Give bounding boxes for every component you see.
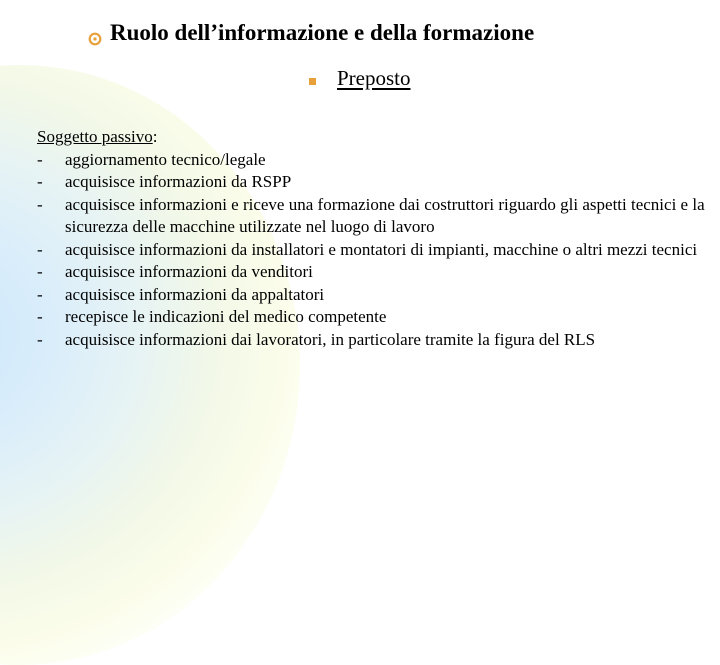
subtitle-link[interactable]: Preposto — [337, 66, 411, 90]
list-item-text: acquisisce informazioni dai lavoratori, in particolare tramite la figura del RLS — [65, 329, 596, 349]
list-item-text: recepisce le indicazioni del medico competente — [65, 307, 387, 326]
dash-bullet: - — [37, 239, 43, 259]
title-text: Ruolo dell’informazione e della formazione — [110, 20, 535, 45]
section-heading-suffix: : — [152, 127, 158, 146]
list-item-text: acquisisce informazioni da installatori e montatori di impianti, macchine o altri mezzi tecnici — [65, 239, 698, 259]
list-item-text: acquisisce informazioni da appaltatori — [65, 284, 325, 304]
list-item — [37, 261, 707, 284]
list-item — [37, 194, 707, 239]
list-item — [37, 329, 707, 352]
bullet-list — [37, 149, 707, 352]
list-item-text: acquisisce informazioni e riceve una formazione dai costruttori riguardo gli aspetti tecnici e la sicurezza delle macchine utilizzate nel luogo di lavoro — [65, 194, 705, 236]
circle-bullet-icon — [88, 26, 102, 40]
dash-bullet: - — [37, 149, 43, 169]
section-heading-text: Soggetto passivo — [37, 127, 153, 146]
slide-subtitle — [309, 66, 411, 91]
list-item — [37, 306, 707, 329]
content-body — [37, 126, 707, 351]
slide-title — [88, 20, 534, 46]
list-item — [37, 239, 707, 262]
list-item — [37, 284, 707, 307]
dash-bullet: - — [37, 329, 43, 349]
dash-bullet: - — [37, 194, 43, 214]
dash-bullet: - — [37, 172, 43, 191]
dash-bullet: - — [37, 284, 43, 304]
dash-bullet: - — [37, 262, 43, 281]
list-item — [37, 171, 707, 194]
list-item-text: aggiornamento tecnico/legale — [65, 149, 266, 169]
list-item — [37, 149, 707, 172]
list-item-text: acquisisce informazioni da venditori — [65, 262, 313, 281]
section-heading — [37, 126, 707, 149]
square-bullet-icon — [309, 78, 316, 85]
dash-bullet: - — [37, 307, 43, 326]
list-item-text: acquisisce informazioni da RSPP — [65, 172, 292, 191]
